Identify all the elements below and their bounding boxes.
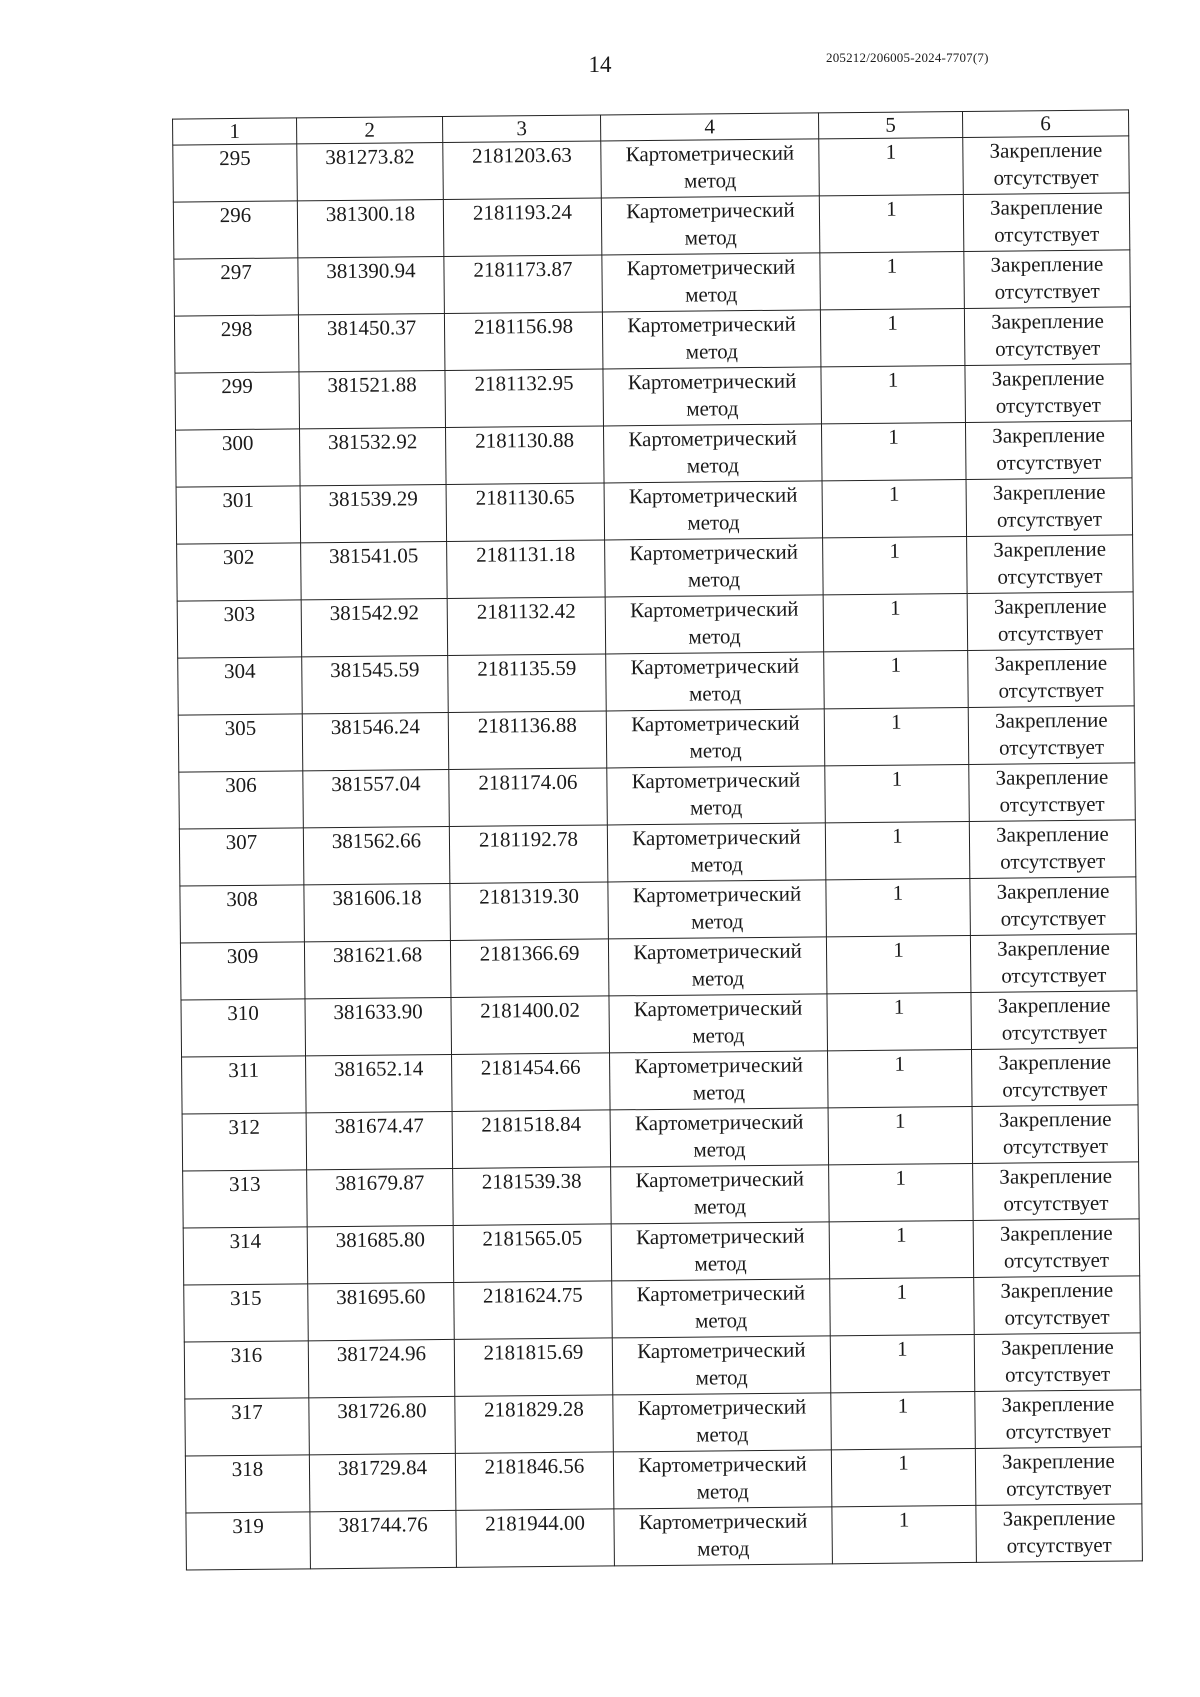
table-row <box>174 307 1131 373</box>
x-coordinate-cell: 381679.87 <box>307 1168 454 1226</box>
y-coordinate-cell: 2181565.05 <box>453 1224 612 1283</box>
point-number-cell: 313 <box>183 1170 308 1228</box>
y-coordinate-cell: 2181400.02 <box>451 996 610 1055</box>
fixing-line-2: отсутствует <box>1004 1304 1110 1330</box>
point-number-cell: 314 <box>183 1227 308 1285</box>
x-coordinate-cell: 381300.18 <box>297 199 444 257</box>
method-cell <box>612 1336 831 1395</box>
method-line-2: метод <box>688 624 741 649</box>
method-line-2: метод <box>683 168 737 193</box>
method-line-1: Картометрический <box>629 596 799 623</box>
fixing-line-2: отсутствует <box>999 791 1105 817</box>
fixing-line-1: Закрепление <box>991 308 1104 334</box>
x-coordinate-cell: 381542.92 <box>301 598 448 656</box>
method-line-2: метод <box>686 453 740 478</box>
method-line-2: метод <box>697 1536 750 1561</box>
fixing-cell <box>963 136 1130 195</box>
method-line-2: метод <box>692 1023 745 1048</box>
method-cell <box>602 310 821 369</box>
table-row <box>184 1333 1141 1399</box>
x-coordinate-cell: 381695.60 <box>308 1282 455 1340</box>
count-cell: 1 <box>827 992 972 1050</box>
fixing-cell <box>966 478 1133 537</box>
x-coordinate-cell: 381652.14 <box>306 1054 453 1112</box>
fixing-line-1: Закрепление <box>1000 1334 1114 1360</box>
y-coordinate-cell: 2181130.88 <box>445 426 604 485</box>
point-number-cell: 306 <box>179 771 304 829</box>
point-number-cell: 316 <box>184 1341 309 1399</box>
method-cell <box>605 595 824 654</box>
method-line-1: Картометрический <box>629 539 799 566</box>
method-cell <box>609 994 828 1053</box>
fixing-cell <box>970 934 1137 993</box>
table-row <box>182 1105 1139 1171</box>
point-number-cell: 310 <box>181 999 306 1057</box>
count-cell: 1 <box>832 1505 977 1563</box>
method-cell <box>608 880 827 939</box>
x-coordinate-cell: 381726.80 <box>309 1396 456 1454</box>
method-cell <box>614 1507 833 1566</box>
table-row <box>185 1447 1142 1513</box>
y-coordinate-cell: 2181131.18 <box>447 540 606 599</box>
point-number-cell: 318 <box>185 1455 310 1513</box>
fixing-line-2: отсутствует <box>1003 1247 1110 1273</box>
point-number-cell: 309 <box>180 942 305 1000</box>
point-number-cell: 305 <box>178 714 303 772</box>
point-number-cell: 308 <box>180 885 305 943</box>
y-coordinate-cell: 2181829.28 <box>455 1395 614 1454</box>
x-coordinate-cell: 381606.18 <box>304 883 451 941</box>
x-coordinate-cell: 381724.96 <box>308 1339 455 1397</box>
count-cell: 1 <box>825 764 970 822</box>
method-line-2: метод <box>687 510 740 535</box>
fixing-line-1: Закрепление <box>994 707 1108 733</box>
count-cell: 1 <box>819 138 964 196</box>
point-number-cell: 317 <box>185 1398 310 1456</box>
fixing-cell <box>968 649 1135 708</box>
fixing-line-1: Закрепление <box>998 1049 1112 1075</box>
table-row <box>173 193 1130 259</box>
fixing-line-2: отсутствует <box>1004 1361 1111 1387</box>
count-cell: 1 <box>820 308 965 366</box>
method-cell <box>601 139 820 198</box>
fixing-cell <box>973 1162 1140 1221</box>
column-header: 6 <box>962 110 1128 138</box>
fixing-line-1: Закрепление <box>990 251 1104 277</box>
fixing-cell <box>974 1333 1141 1392</box>
count-cell: 1 <box>819 195 964 253</box>
fixing-line-1: Закрепление <box>998 1106 1112 1132</box>
method-line-1: Картометрический <box>633 995 803 1022</box>
column-header: 3 <box>443 115 601 143</box>
method-line-1: Картометрический <box>636 1280 806 1307</box>
y-coordinate-cell: 2181135.59 <box>448 654 607 713</box>
fixing-line-1: Закрепление <box>1002 1505 1116 1531</box>
fixing-line-2: отсутствует <box>1005 1418 1111 1444</box>
table-row <box>179 763 1136 829</box>
count-cell: 1 <box>828 1106 973 1164</box>
fixing-cell <box>973 1219 1140 1278</box>
method-cell <box>602 253 821 312</box>
fixing-line-1: Закрепление <box>996 878 1110 904</box>
count-cell: 1 <box>831 1391 976 1449</box>
count-cell: 1 <box>824 650 969 708</box>
y-coordinate-cell: 2181203.63 <box>443 141 602 200</box>
method-cell <box>603 367 822 426</box>
method-line-1: Картометрический <box>628 425 797 452</box>
y-coordinate-cell: 2181944.00 <box>456 1509 615 1568</box>
x-coordinate-cell: 381450.37 <box>298 313 445 371</box>
fixing-line-2: отсутствует <box>995 335 1101 361</box>
y-coordinate-cell: 2181815.69 <box>454 1338 613 1397</box>
method-line-2: метод <box>691 966 744 991</box>
fixing-line-2: отсутствует <box>996 449 1102 475</box>
x-coordinate-cell: 381532.92 <box>300 427 447 485</box>
x-coordinate-cell: 381546.24 <box>302 712 449 770</box>
fixing-line-1: Закрепление <box>995 821 1109 847</box>
fixing-line-2: отсутствует <box>1003 1190 1109 1216</box>
point-number-cell: 303 <box>177 600 302 658</box>
method-line-1: Картометрический <box>633 938 802 965</box>
method-cell <box>610 1108 829 1167</box>
fixing-cell <box>965 421 1132 480</box>
page-number: 14 <box>588 52 612 77</box>
method-line-2: метод <box>685 282 738 307</box>
fixing-cell <box>969 763 1136 822</box>
y-coordinate-cell: 2181132.95 <box>445 369 604 428</box>
fixing-line-1: Закрепление <box>1001 1448 1115 1474</box>
method-line-2: метод <box>689 795 743 820</box>
fixing-line-1: Закрепление <box>989 194 1103 220</box>
fixing-cell <box>965 364 1132 423</box>
count-cell: 1 <box>822 479 967 537</box>
method-line-1: Картометрический <box>634 1052 803 1079</box>
x-coordinate-cell: 381390.94 <box>298 256 445 314</box>
method-cell <box>607 823 826 882</box>
fixing-line-1: Закрепление <box>997 992 1111 1018</box>
x-coordinate-cell: 381273.82 <box>297 142 444 200</box>
method-line-2: метод <box>691 909 744 934</box>
fixing-line-2: отсутствует <box>1002 1133 1109 1159</box>
fixing-line-1: Закрепление <box>1000 1277 1114 1303</box>
point-number-cell: 298 <box>174 315 299 373</box>
column-header: 1 <box>173 118 297 145</box>
table-row <box>174 250 1131 316</box>
x-coordinate-cell: 381729.84 <box>309 1453 456 1511</box>
method-line-1: Картометрический <box>637 1337 806 1364</box>
fixing-cell <box>964 307 1131 366</box>
method-line-1: Картометрический <box>626 254 796 281</box>
fixing-cell <box>971 1048 1138 1107</box>
y-coordinate-cell: 2181136.88 <box>448 711 607 770</box>
method-line-2: метод <box>684 225 737 250</box>
y-coordinate-cell: 2181192.78 <box>449 825 608 884</box>
method-cell <box>606 652 825 711</box>
point-number-cell: 300 <box>176 429 301 487</box>
method-line-1: Картометрический <box>635 1223 805 1250</box>
method-line-1: Картометрический <box>631 767 801 794</box>
fixing-line-2: отсутствует <box>996 506 1103 532</box>
method-cell <box>613 1450 832 1509</box>
method-cell <box>611 1165 830 1224</box>
method-line-1: Картометрический <box>632 824 801 851</box>
fixing-cell <box>975 1390 1142 1449</box>
method-line-2: метод <box>687 567 741 592</box>
method-line-1: Картометрический <box>635 1166 805 1193</box>
point-number-cell: 302 <box>177 543 302 601</box>
x-coordinate-cell: 381539.29 <box>300 484 447 542</box>
fixing-line-2: отсутствует <box>1000 905 1106 931</box>
method-line-1: Картометрический <box>637 1394 807 1421</box>
fixing-line-1: Закрепление <box>999 1220 1113 1246</box>
count-cell: 1 <box>829 1163 974 1221</box>
point-number-cell: 301 <box>176 486 301 544</box>
method-line-2: метод <box>695 1365 748 1390</box>
fixing-line-2: отсутствует <box>995 392 1101 418</box>
count-cell: 1 <box>821 422 966 480</box>
fixing-cell <box>964 250 1131 309</box>
method-line-1: Картометрический <box>632 881 802 908</box>
method-cell <box>610 1051 829 1110</box>
x-coordinate-cell: 381562.66 <box>303 826 450 884</box>
point-number-cell: 295 <box>173 144 298 202</box>
method-line-1: Картометрический <box>626 197 795 224</box>
column-header: 5 <box>818 112 962 139</box>
method-line-1: Картометрический <box>625 140 795 167</box>
fixing-cell <box>967 592 1134 651</box>
x-coordinate-cell: 381557.04 <box>303 769 450 827</box>
x-coordinate-cell: 381674.47 <box>306 1111 453 1169</box>
y-coordinate-cell: 2181319.30 <box>450 882 609 941</box>
table-row <box>185 1390 1142 1456</box>
count-cell: 1 <box>831 1448 976 1506</box>
fixing-line-1: Закрепление <box>995 764 1109 790</box>
method-line-2: метод <box>696 1479 749 1504</box>
table-row <box>179 820 1136 886</box>
fixing-line-2: отсутствует <box>998 734 1105 760</box>
fixing-line-2: отсутствует <box>994 221 1100 247</box>
method-line-2: метод <box>689 738 742 763</box>
method-line-1: Картометрический <box>638 1451 807 1478</box>
fixing-line-1: Закрепление <box>993 593 1107 619</box>
method-line-2: метод <box>685 339 738 364</box>
method-cell <box>606 709 825 768</box>
fixing-cell <box>974 1276 1141 1335</box>
table-row <box>177 535 1134 601</box>
document-reference: 205212/206005-2024-7707(7) <box>826 50 989 65</box>
table-row <box>180 934 1137 1000</box>
point-number-cell: 307 <box>179 828 304 886</box>
fixing-cell <box>963 193 1130 252</box>
table-row <box>175 364 1132 430</box>
x-coordinate-cell: 381541.05 <box>301 541 448 599</box>
method-line-1: Картометрический <box>628 482 798 509</box>
method-line-1: Картометрический <box>631 710 800 737</box>
table-row <box>184 1276 1141 1342</box>
table-row <box>176 478 1133 544</box>
coordinates-table <box>172 109 1143 1570</box>
method-cell <box>612 1279 831 1338</box>
table-row <box>177 592 1134 658</box>
method-cell <box>605 538 824 597</box>
count-cell: 1 <box>823 593 968 651</box>
column-header: 4 <box>601 113 819 141</box>
method-line-2: метод <box>693 1137 746 1162</box>
fixing-cell <box>976 1504 1143 1563</box>
method-line-2: метод <box>688 681 742 706</box>
y-coordinate-cell: 2181132.42 <box>447 597 606 656</box>
fixing-line-2: отсутствует <box>997 620 1104 646</box>
method-cell <box>603 424 822 483</box>
x-coordinate-cell: 381744.76 <box>310 1510 457 1568</box>
table-row <box>181 991 1138 1057</box>
fixing-line-2: отсутствует <box>1001 962 1107 988</box>
x-coordinate-cell: 381685.80 <box>307 1225 454 1283</box>
fixing-line-2: отсутствует <box>998 677 1104 703</box>
y-coordinate-cell: 2181174.06 <box>449 768 608 827</box>
y-coordinate-cell: 2181156.98 <box>444 312 603 371</box>
fixing-cell <box>967 535 1134 594</box>
table-row <box>186 1504 1143 1570</box>
y-coordinate-cell: 2181539.38 <box>453 1167 612 1226</box>
point-number-cell: 296 <box>173 201 298 259</box>
method-line-1: Картометрический <box>627 368 797 395</box>
count-cell: 1 <box>829 1220 974 1278</box>
table-row <box>178 706 1135 772</box>
count-cell: 1 <box>830 1334 975 1392</box>
fixing-line-2: отсутствует <box>1002 1076 1108 1102</box>
table-row <box>178 649 1135 715</box>
count-cell: 1 <box>824 707 969 765</box>
x-coordinate-cell: 381545.59 <box>302 655 449 713</box>
point-number-cell: 315 <box>184 1284 309 1342</box>
fixing-line-1: Закрепление <box>1001 1391 1115 1417</box>
count-cell: 1 <box>823 536 968 594</box>
method-cell <box>608 937 827 996</box>
method-line-2: метод <box>692 1080 746 1105</box>
method-line-1: Картометрический <box>638 1508 808 1535</box>
table-row <box>173 136 1130 202</box>
fixing-line-1: Закрепление <box>997 935 1110 961</box>
fixing-line-1: Закрепление <box>992 422 1106 448</box>
point-number-cell: 299 <box>175 372 300 430</box>
x-coordinate-cell: 381621.68 <box>304 940 451 998</box>
method-line-2: метод <box>690 852 743 877</box>
fixing-line-1: Закрепление <box>999 1163 1113 1189</box>
fixing-line-1: Закрепление <box>992 479 1106 505</box>
fixing-line-1: Закрепление <box>994 650 1108 676</box>
table-row <box>180 877 1137 943</box>
method-cell <box>613 1393 832 1452</box>
fixing-line-2: отсутствует <box>993 164 1099 190</box>
point-number-cell: 319 <box>186 1512 311 1570</box>
count-cell: 1 <box>826 935 971 993</box>
method-line-2: метод <box>686 396 739 421</box>
method-line-2: метод <box>694 1251 747 1276</box>
point-number-cell: 312 <box>182 1113 307 1171</box>
count-cell: 1 <box>828 1049 973 1107</box>
table-row <box>183 1219 1140 1285</box>
count-cell: 1 <box>826 878 971 936</box>
x-coordinate-cell: 381633.90 <box>305 997 452 1055</box>
fixing-line-2: отсутствует <box>1006 1475 1112 1501</box>
method-cell <box>607 766 826 825</box>
column-header: 2 <box>297 116 443 143</box>
x-coordinate-cell: 381521.88 <box>299 370 446 428</box>
fixing-cell <box>972 1105 1139 1164</box>
y-coordinate-cell: 2181193.24 <box>443 198 602 257</box>
y-coordinate-cell: 2181518.84 <box>452 1110 611 1169</box>
table-row <box>182 1048 1139 1114</box>
point-number-cell: 311 <box>182 1056 307 1114</box>
fixing-cell <box>969 820 1136 879</box>
method-line-1: Картометрический <box>627 311 796 338</box>
y-coordinate-cell: 2181130.65 <box>446 483 605 542</box>
fixing-cell <box>975 1447 1142 1506</box>
count-cell: 1 <box>830 1277 975 1335</box>
method-line-1: Картометрический <box>630 653 800 680</box>
fixing-line-2: отсутствует <box>1000 848 1106 874</box>
y-coordinate-cell: 2181846.56 <box>455 1452 614 1511</box>
fixing-line-2: отсутствует <box>997 563 1103 589</box>
fixing-cell <box>970 877 1137 936</box>
method-line-2: метод <box>696 1422 749 1447</box>
fixing-cell <box>971 991 1138 1050</box>
y-coordinate-cell: 2181624.75 <box>454 1281 613 1340</box>
method-line-2: метод <box>693 1194 747 1219</box>
table-body <box>173 136 1143 1570</box>
table-row <box>183 1162 1140 1228</box>
y-coordinate-cell: 2181454.66 <box>452 1053 611 1112</box>
method-line-2: метод <box>694 1308 748 1333</box>
fixing-line-1: Закрепление <box>993 536 1107 562</box>
point-number-cell: 304 <box>178 657 303 715</box>
fixing-line-2: отсутствует <box>1001 1019 1107 1045</box>
method-line-1: Картометрический <box>634 1109 804 1136</box>
count-cell: 1 <box>821 365 966 423</box>
method-cell <box>604 481 823 540</box>
fixing-line-2: отсутствует <box>1006 1532 1112 1558</box>
method-cell <box>601 196 820 255</box>
fixing-line-1: Закрепление <box>989 137 1103 163</box>
count-cell: 1 <box>825 821 970 879</box>
fixing-line-2: отсутствует <box>994 278 1100 304</box>
y-coordinate-cell: 2181173.87 <box>444 255 603 314</box>
fixing-line-1: Закрепление <box>991 365 1105 391</box>
table-row <box>176 421 1133 487</box>
fixing-cell <box>968 706 1135 765</box>
point-number-cell: 297 <box>174 258 299 316</box>
count-cell: 1 <box>820 251 965 309</box>
y-coordinate-cell: 2181366.69 <box>450 939 609 998</box>
method-cell <box>611 1222 830 1281</box>
